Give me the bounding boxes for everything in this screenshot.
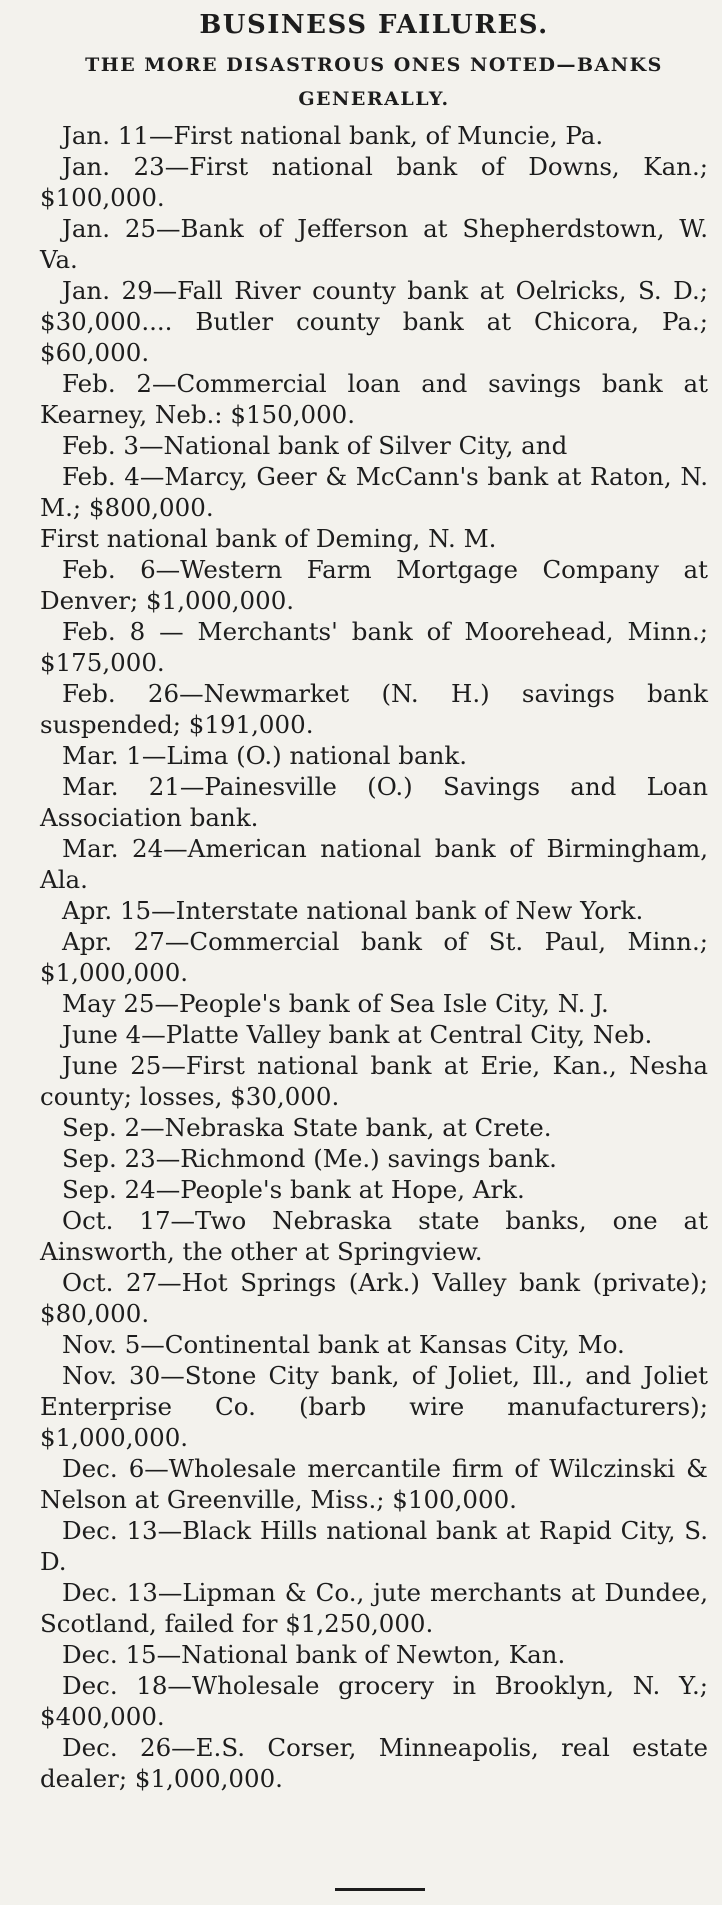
list-item: Oct. 17—Two Nebraska state banks, one at Ainsworth, the other at Springview. [40,1206,708,1266]
list-item: Mar. 24—American national bank of Birmingham, Ala. [40,834,708,894]
list-item: Apr. 15—Interstate national bank of New York. [62,896,644,925]
list-item: Oct. 27—Hot Springs (Ark.) Valley bank (private); $80,000. [40,1268,708,1328]
list-item: Mar. 1—Lima (O.) national bank. [62,741,467,770]
list-item: Sep. 24—People's bank at Hope, Ark. [62,1175,525,1204]
list-item: Nov. 5—Continental bank at Kansas City, Mo. [62,1330,625,1359]
article-title: BUSINESS FAILURES. [199,10,549,40]
list-item: Feb. 2—Commercial loan and savings bank at Kearney, Neb.: $150,000. [40,369,708,429]
list-item: Feb. 26—Newmarket (N. H.) savings bank suspended; $191,000. [40,679,708,739]
list-item: June 25—First national bank at Erie, Kan., Nesha county; losses, $30,000. [40,1051,708,1111]
list-item: June 4—Platte Valley bank at Central City, Neb. [62,1020,653,1049]
list-item: Dec. 13—Lipman & Co., jute merchants at Dundee, Scotland, failed for $1,250,000. [40,1578,708,1638]
list-item: Jan. 29—Fall River county bank at Oelricks, S. D.; $30,000.... Butler county bank at Chicora, Pa.; $60,000. [40,276,708,367]
list-item: Feb. 6—Western Farm Mortgage Company at Denver; $1,000,000. [40,555,708,615]
list-item: Jan. 23—First national bank of Downs, Kan.; $100,000. [40,152,708,212]
column-end-rule [335,1888,425,1891]
list-item: Sep. 2—Nebraska State bank, at Crete. [62,1113,552,1142]
list-item: Dec. 26—E.S. Corser, Minneapolis, real estate dealer; $1,000,000. [40,1733,708,1793]
list-item: Feb. 3—National bank of Silver City, and [62,431,568,460]
list-item: First national bank of Deming, N. M. [40,524,497,553]
list-item: Dec. 18—Wholesale grocery in Brooklyn, N. Y.; $400,000. [40,1671,708,1731]
list-item: Dec. 13—Black Hills national bank at Rapid City, S. D. [40,1516,708,1576]
list-item: Mar. 21—Painesville (O.) Savings and Loan Association bank. [40,772,708,832]
list-item: Nov. 30—Stone City bank, of Joliet, Ill., and Joliet Enterprise Co. (barb wire manufacturers); $1,000,000. [40,1361,708,1452]
list-item: Feb. 8 — Merchants' bank of Moorehead, Minn.; $175,000. [40,617,708,677]
list-item: Feb. 4—Marcy, Geer & McCann's bank at Raton, N. M.; $800,000. [40,462,708,522]
list-item: Jan. 11—First national bank, of Muncie, Pa. [62,121,604,150]
article-subhead: THE MORE DISASTROUS ONES NOTED—BANKS GENERALLY. [85,54,663,110]
failures-list [40,120,708,1794]
list-item: Apr. 27—Commercial bank of St. Paul, Minn.; $1,000,000. [40,927,708,987]
list-item: Sep. 23—Richmond (Me.) savings bank. [62,1144,557,1173]
list-item: Dec. 15—National bank of Newton, Kan. [62,1640,566,1669]
list-item: Jan. 25—Bank of Jefferson at Shepherdstown, W. Va. [40,214,708,274]
list-item: Dec. 6—Wholesale mercantile firm of Wilczinski & Nelson at Greenville, Miss.; $100,000. [40,1454,708,1514]
list-item: May 25—People's bank of Sea Isle City, N. J. [62,989,609,1018]
